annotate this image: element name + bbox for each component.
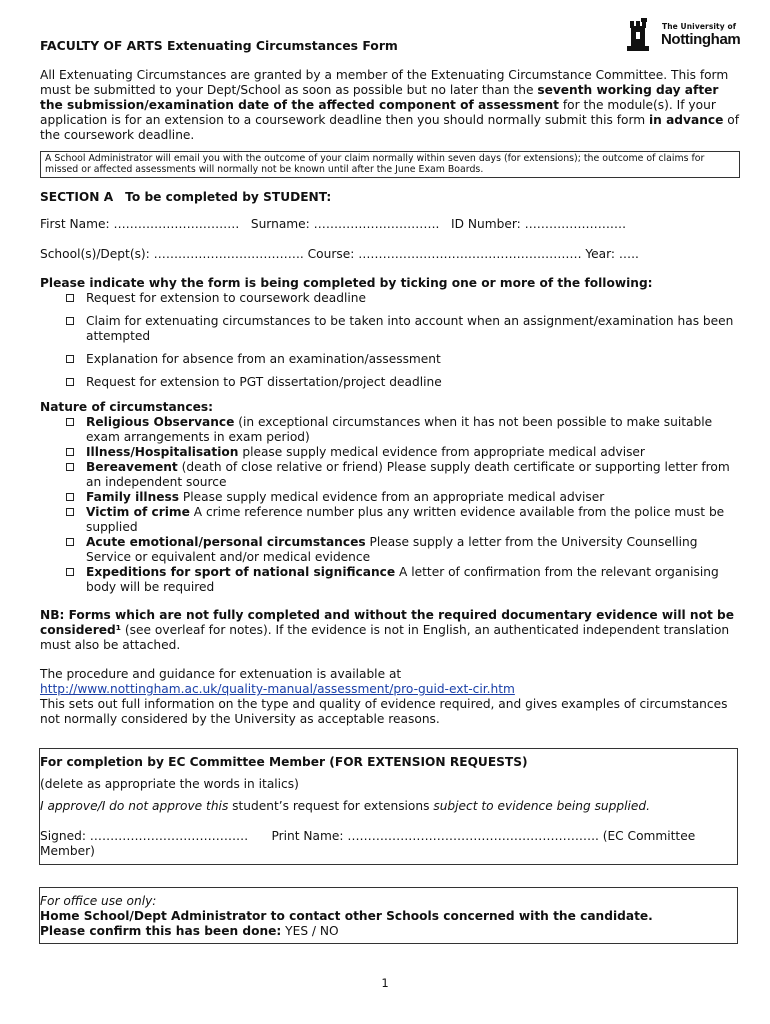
list-item — [40, 314, 740, 344]
university-logo — [626, 18, 741, 54]
nature-desc: A letter of confirmation from the relevant organising body will be required — [86, 565, 719, 594]
reason-checkbox[interactable] — [66, 378, 74, 386]
nb-paragraph — [40, 608, 740, 653]
course-field[interactable]: Course: ………………………………………………. — [307, 247, 582, 261]
logo-nottingham: Nottingham — [661, 31, 741, 48]
nature-title: Religious Observance — [86, 415, 235, 429]
section-a-label: SECTION A — [40, 190, 114, 204]
nature-desc: A crime reference number plus any written evidence available from the police must be supplied — [86, 505, 725, 534]
intro-text-3: of the coursework deadline. — [40, 113, 739, 142]
list-item — [40, 291, 740, 306]
indicate-heading: Please indicate why the form is being completed by ticking one or more of the following: — [40, 276, 653, 290]
nature-checkbox[interactable] — [66, 448, 74, 456]
nature-title: Bereavement — [86, 460, 178, 474]
office-yes-no[interactable]: YES / NO — [281, 924, 339, 938]
list-item — [40, 352, 740, 367]
list-item — [40, 505, 740, 535]
office-confirm — [40, 924, 737, 939]
intro-paragraph — [40, 68, 740, 143]
nature-checkbox[interactable] — [66, 463, 74, 471]
ec-approve-option[interactable]: I approve/I do not approve this — [40, 799, 229, 813]
reason-label: Explanation for absence from an examination/assessment — [86, 352, 441, 366]
office-confirm-label: Please confirm this has been done: — [40, 924, 282, 938]
nb-bold: NB: Forms which are not fully completed and without the required documentary evidence will not be considered¹ — [40, 608, 735, 637]
list-item — [40, 535, 740, 565]
procedure-details: This sets out full information on the type and quality of evidence required, and gives examples of circumstances not normally considered by the University as acceptable reasons. — [40, 697, 728, 726]
year-field[interactable]: Year: ….. — [585, 247, 639, 261]
nature-desc: (in exceptional circumstances when it has not been possible to make suitable exam arrangements in exam period) — [86, 415, 713, 444]
ec-committee-box — [39, 748, 738, 865]
reason-label: Request for extension to PGT dissertation/project deadline — [86, 375, 442, 389]
nature-heading: Nature of circumstances: — [40, 400, 213, 414]
reason-list — [40, 291, 740, 390]
reason-checkbox[interactable] — [66, 355, 74, 363]
section-a-heading — [40, 190, 740, 205]
id-number-field[interactable]: ID Number: ……………………. — [451, 217, 626, 231]
nature-checkbox[interactable] — [66, 493, 74, 501]
list-item — [40, 415, 740, 445]
form-title: FACULTY OF ARTS Extenuating Circumstances Form — [40, 38, 398, 53]
nature-desc: please supply medical evidence from appropriate medical adviser — [238, 445, 645, 459]
name-fields-row — [40, 217, 740, 232]
outcome-notice-box: A School Administrator will email you with the outcome of your claim normally within seven days (for extensions); the outcome of claims for missed or affected assessments will normally not be known until after the June Exam Boards. — [40, 151, 740, 178]
list-item — [40, 565, 740, 595]
nature-title: Acute emotional/personal circumstances — [86, 535, 366, 549]
nature-desc: Please supply a letter from the University Counselling Service or equivalent and/or medical evidence — [86, 535, 698, 564]
list-item — [40, 460, 740, 490]
nature-checkbox[interactable] — [66, 418, 74, 426]
office-use-box — [39, 887, 738, 944]
nature-title: Victim of crime — [86, 505, 190, 519]
guidance-link[interactable]: http://www.nottingham.ac.uk/quality-manual/assessment/pro-guid-ext-cir.htm — [40, 682, 515, 696]
list-item — [40, 490, 740, 505]
office-instruction — [40, 909, 737, 924]
intro-advance-bold: in advance — [648, 113, 724, 127]
office-italic: For office use only: — [40, 894, 157, 908]
reason-checkbox[interactable] — [66, 294, 74, 302]
section-a-title: To be completed by STUDENT: — [125, 190, 332, 204]
ec-heading: For completion by EC Committee Member (FOR EXTENSION REQUESTS) — [40, 755, 528, 769]
course-fields-row — [40, 247, 740, 262]
procedure-paragraph — [40, 667, 740, 727]
ec-approve-condition: subject to evidence being supplied. — [433, 799, 651, 813]
school-field[interactable]: School(s)/Dept(s): ………………………………. — [40, 247, 304, 261]
nature-title: Expeditions for sport of national significance — [86, 565, 396, 579]
ec-approve-line — [40, 799, 737, 814]
logo-university-of: The University of — [662, 22, 737, 31]
surname-field[interactable]: Surname: …………………………. — [250, 217, 440, 231]
first-name-field[interactable]: First Name: …………………………. — [40, 217, 240, 231]
nature-title: Illness/Hospitalisation — [86, 445, 239, 459]
nature-title: Family illness — [86, 490, 180, 504]
intro-text-1: All Extenuating Circumstances are granted by a member of the Extenuating Circumstance Committee. This form must be submitted to your Dept/School as soon as possible but no later than the — [40, 68, 729, 97]
print-name-field[interactable]: Print Name: …………………………………………………….. (EC Committee Member) — [40, 829, 696, 858]
procedure-intro: The procedure and guidance for extenuation is available at — [40, 667, 402, 681]
ec-delete-note: (delete as appropriate the words in italics) — [40, 777, 299, 791]
reason-checkbox[interactable] — [66, 317, 74, 325]
ec-approve-text: student’s request for extensions — [228, 799, 434, 813]
nature-desc: (death of close relative or friend) Please supply death certificate or supporting letter from an independent source — [86, 460, 730, 489]
signed-field[interactable]: Signed: ………………………………… — [40, 829, 249, 843]
intro-deadline-bold: seventh working day after the submission/examination date of the affected component of assessment — [40, 83, 719, 112]
list-item — [40, 445, 740, 460]
nature-checkbox[interactable] — [66, 538, 74, 546]
reason-label: Request for extension to coursework deadline — [86, 291, 366, 305]
header — [40, 18, 740, 68]
nature-checkbox[interactable] — [66, 568, 74, 576]
nb-text: (see overleaf for notes). If the evidence is not in English, an authenticated independent translation must also be attached. — [40, 623, 730, 652]
castle-tower-icon — [626, 18, 652, 52]
ec-signature-row — [40, 829, 737, 859]
list-item — [40, 375, 740, 390]
reason-label: Claim for extenuating circumstances to be taken into account when an assignment/examination has been attempted — [86, 314, 734, 343]
nature-checkbox[interactable] — [66, 508, 74, 516]
nature-list — [40, 415, 740, 595]
intro-text-2: for the module(s). If your application is for an extension to a coursework deadline then you should normally submit this form — [40, 98, 716, 127]
office-line-1: Home School/Dept Administrator to contact other Schools concerned with the candidate. — [40, 909, 653, 923]
office-use-label — [40, 894, 737, 909]
page-number: 1 — [381, 976, 389, 990]
form-page — [40, 18, 740, 944]
nature-desc: Please supply medical evidence from an appropriate medical adviser — [179, 490, 605, 504]
